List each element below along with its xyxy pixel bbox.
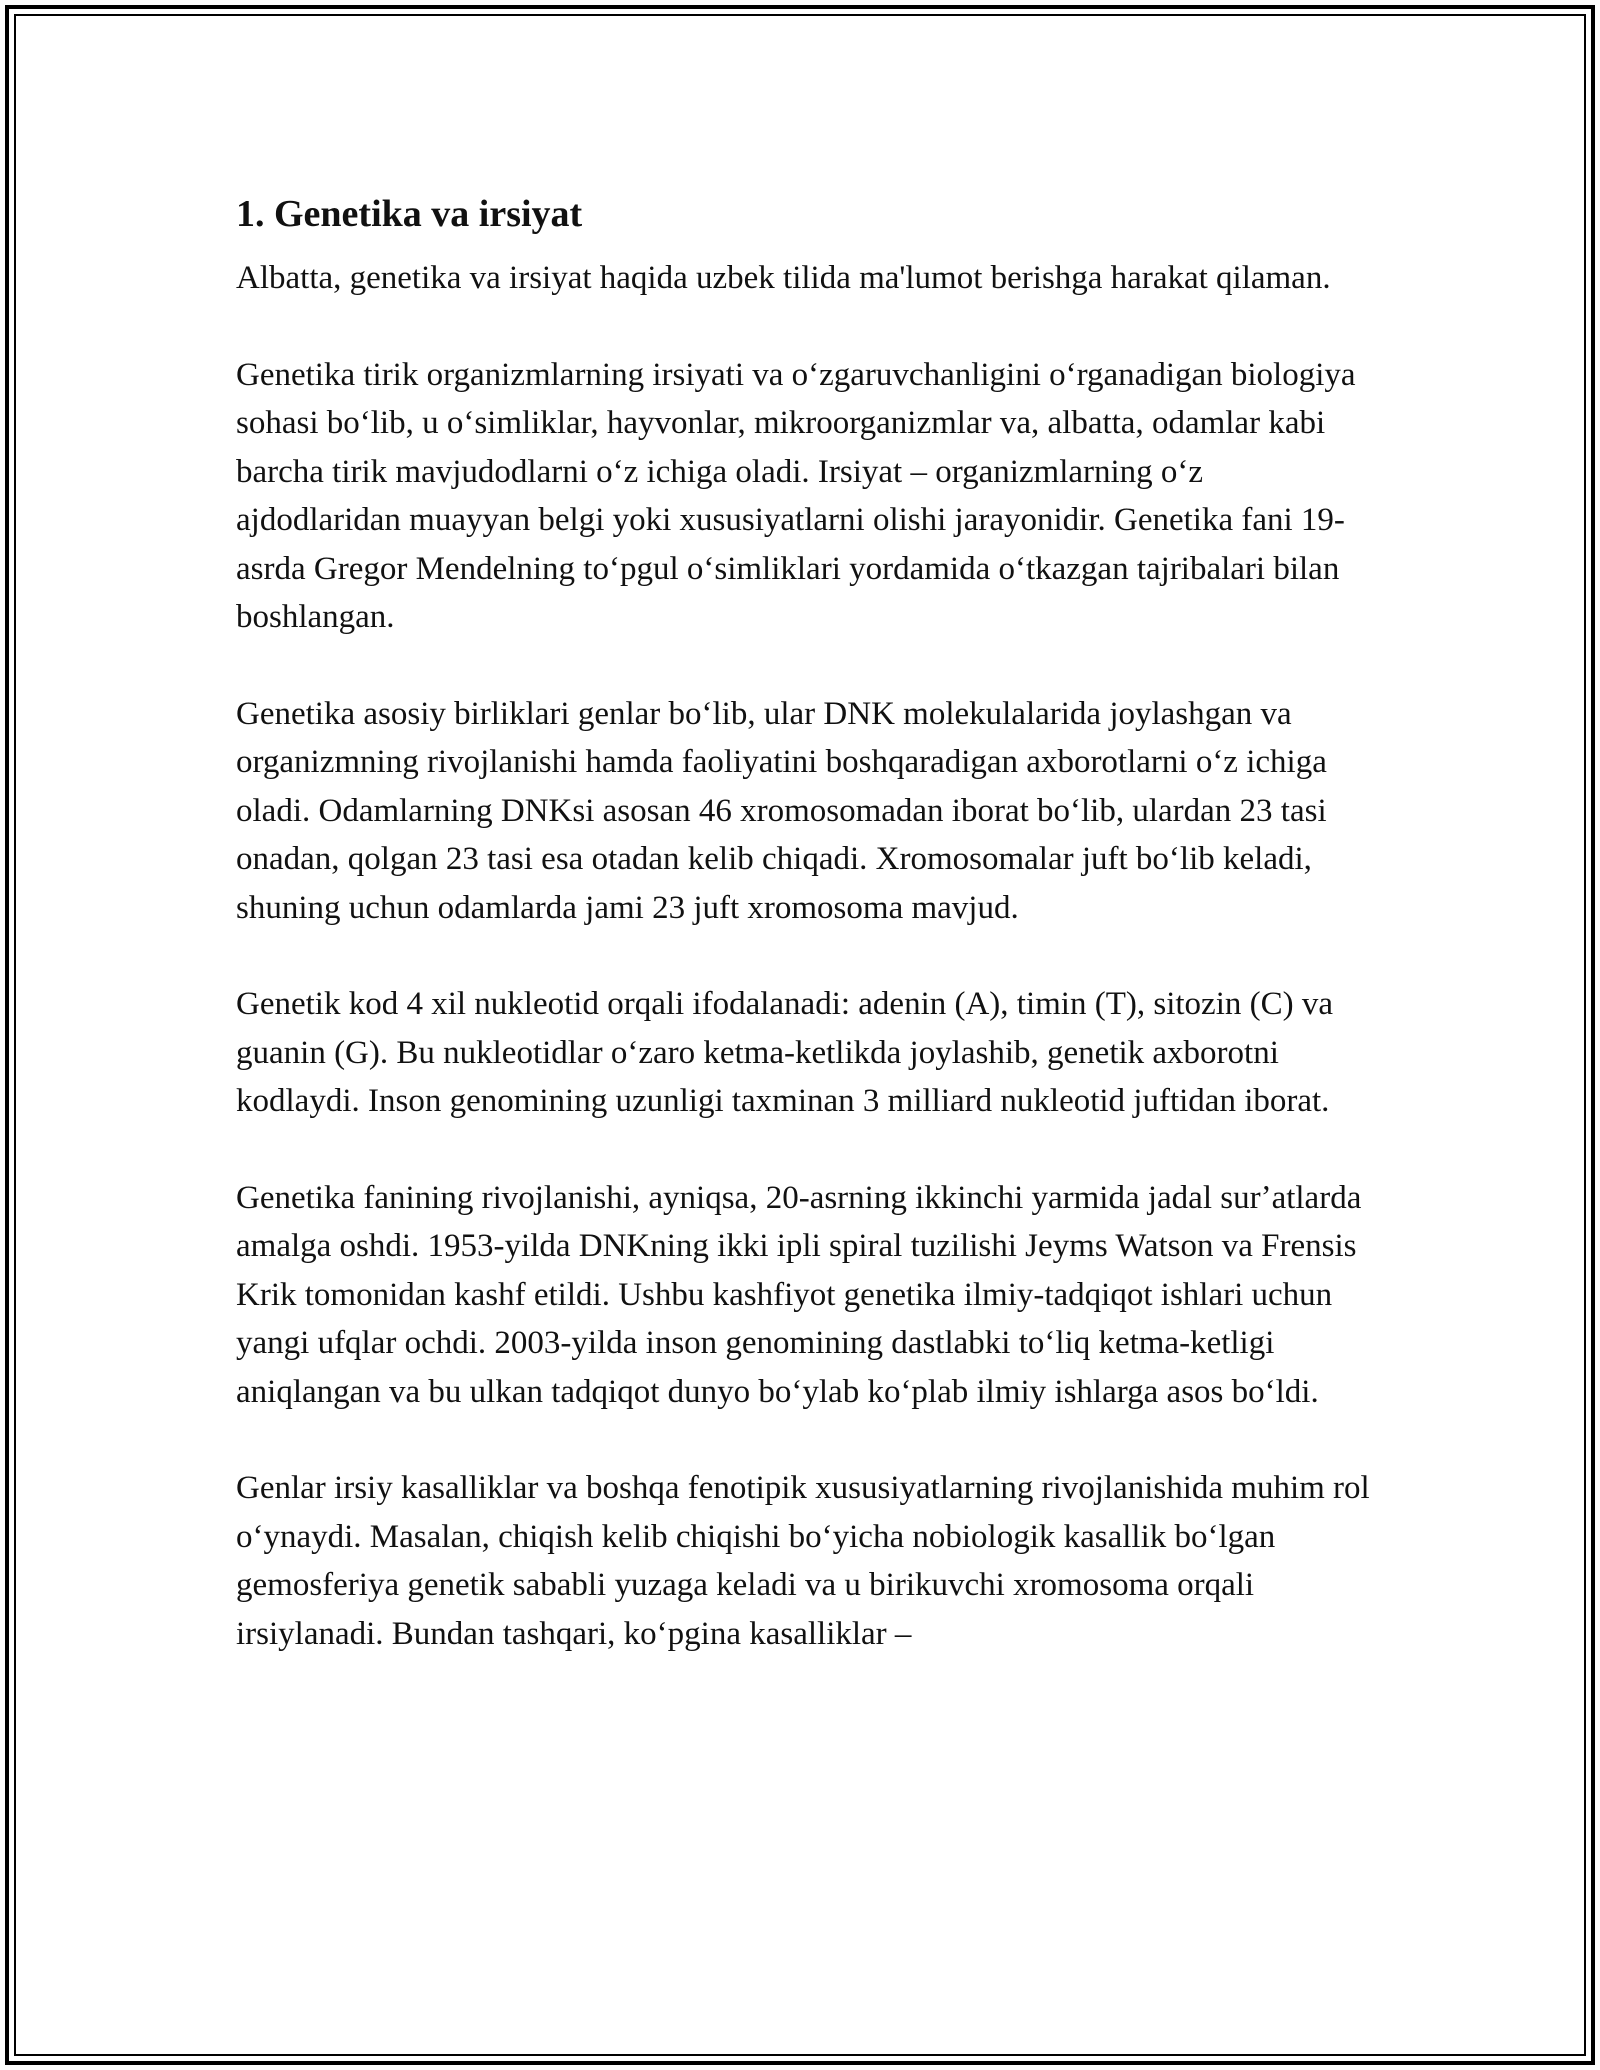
document-body: [236, 186, 1376, 1706]
paragraph-genetics-definition: Genetika tirik organizmlarning irsiyati va oʻzgaruvchanligini oʻrganadigan biologiya sohasi boʻlib, u oʻsimliklar, hayvonlar, mikroorganizmlar va, albatta, odamlar kabi barcha tirik mavjudodlarni oʻz ichiga oladi. Irsiyat – organizmlarning oʻz ajdodlaridan muayyan belgi yoki xususiyatlarni olishi jarayonidir. Genetika fani 19-asrda Gregor Mendelning toʻpgul oʻsimliklari yordamida oʻtkazgan tajribalari bilan boshlangan.: [236, 356, 1356, 635]
paragraph-history: Genetika fanining rivojlanishi, ayniqsa, 20-asrning ikkinchi yarmida jadal surʼatlarda amalga oshdi. 1953-yilda DNKning ikki ipli spiral tuzilishi Jeyms Watson va Frensis Krik tomonidan kashf etildi. Ushbu kashfiyot genetika ilmiy-tadqiqot ishlari uchun yangi ufqlar ochdi. 2003-yilda inson genomining dastlabki toʻliq ketma-ketligi aniqlangan va bu ulkan tadqiqot dunyo boʻylab koʻplab ilmiy ishlarga asos boʻldi.: [236, 1179, 1362, 1410]
paragraph-intro: Albatta, genetika va irsiyat haqida uzbek tilida ma'lumot berishga harakat qilaman.: [236, 260, 1331, 296]
section-heading: 1. Genetika va irsiyat: [236, 193, 583, 235]
paragraph-diseases: Genlar irsiy kasalliklar va boshqa fenotipik xususiyatlarning rivojlanishida muhim rol oʻynaydi. Masalan, chiqish kelib chiqishi boʻyicha nobiologik kasallik boʻlgan gemosferiya genetik sababli yuzaga keladi va u birikuvchi xromosoma orqali irsiylanadi. Bundan tashqari, koʻpgina kasalliklar –: [236, 1470, 1370, 1652]
paragraph-genes-dna: Genetika asosiy birliklari genlar boʻlib, ular DNK molekulalarida joylashgan va organizmning rivojlanishi hamda faoliyatini boshqaradigan axborotlarni oʻz ichiga oladi. Odamlarning DNKsi asosan 46 xromosomadan iborat boʻlib, ulardan 23 tasi onadan, qolgan 23 tasi esa otadan kelib chiqadi. Xromosomalar juft boʻlib keladi, shuning uchun odamlarda jami 23 juft xromosoma mavjud.: [236, 695, 1327, 926]
paragraph-genetic-code: Genetik kod 4 xil nukleotid orqali ifodalanadi: adenin (A), timin (T), sitozin (C) va guanin (G). Bu nukleotidlar oʻzaro ketma-ketlikda joylashib, genetik axborotni kodlaydi. Inson genomining uzunligi taxminan 3 milliard nukleotid juftidan iborat.: [236, 986, 1333, 1119]
